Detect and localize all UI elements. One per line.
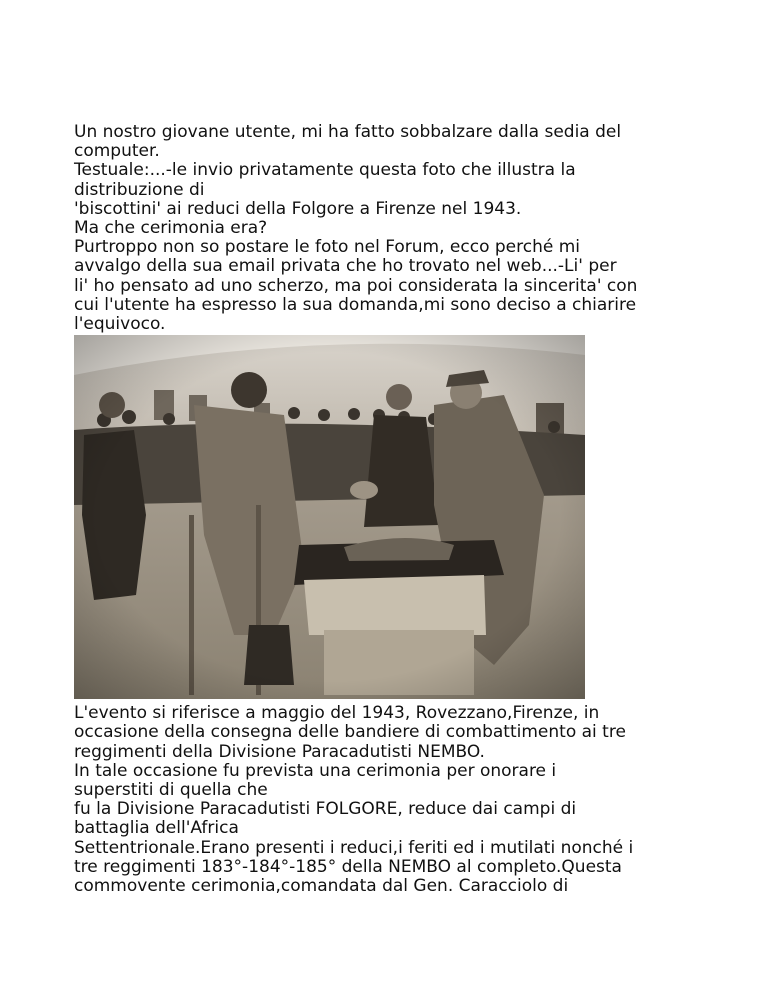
text-line: 'biscottini' ai reduci della Folgore a Firenze nel 1943. — [74, 198, 522, 219]
historical-photo-icon — [74, 335, 585, 699]
text-line: fu la Divisione Paracadutisti FOLGORE, reduce dai campi di — [74, 799, 577, 820]
intro-paragraph — [74, 123, 698, 334]
text-line: distribuzione di — [74, 179, 205, 200]
text-line: commovente cerimonia,comandata dal Gen. Caracciolo di — [74, 876, 569, 897]
text-line: reggimenti della Divisione Paracadutisti NEMBO. — [74, 741, 485, 762]
text-line: In tale occasione fu prevista una cerimonia per onorare i — [74, 760, 557, 781]
text-line: tre reggimenti 183°-184°-185° della NEMBO al completo.Questa — [74, 856, 622, 877]
event-paragraph — [74, 704, 698, 896]
text-line: L'evento si riferisce a maggio del 1943, Rovezzano,Firenze, in — [74, 703, 600, 724]
text-line: occasione della consegna delle bandiere di combattimento ai tre — [74, 722, 626, 743]
text-line: superstiti di quella che — [74, 780, 268, 801]
text-line: Purtroppo non so postare le foto nel Forum, ecco perché mi — [74, 237, 581, 258]
text-line: li' ho pensato ad uno scherzo, ma poi considerata la sincerita' con — [74, 275, 638, 296]
text-line: cui l'utente ha espresso la sua domanda,mi sono deciso a chiarire — [74, 294, 637, 315]
text-line: Ma che cerimonia era? — [74, 218, 268, 239]
text-line: computer. — [74, 141, 160, 162]
text-line: battaglia dell'Africa — [74, 818, 239, 839]
text-line: avvalgo della sua email privata che ho trovato nel web...-Li' per — [74, 256, 617, 277]
ceremony-photo — [74, 335, 585, 699]
document-page — [74, 123, 698, 896]
text-line: Settentrionale.Erano presenti i reduci,i feriti ed i mutilati nonché i — [74, 837, 634, 858]
text-line: l'equivoco. — [74, 314, 166, 335]
text-line: Un nostro giovane utente, mi ha fatto sobbalzare dalla sedia del — [74, 122, 622, 142]
text-line: Testuale:...-le invio privatamente questa foto che illustra la — [74, 160, 576, 181]
